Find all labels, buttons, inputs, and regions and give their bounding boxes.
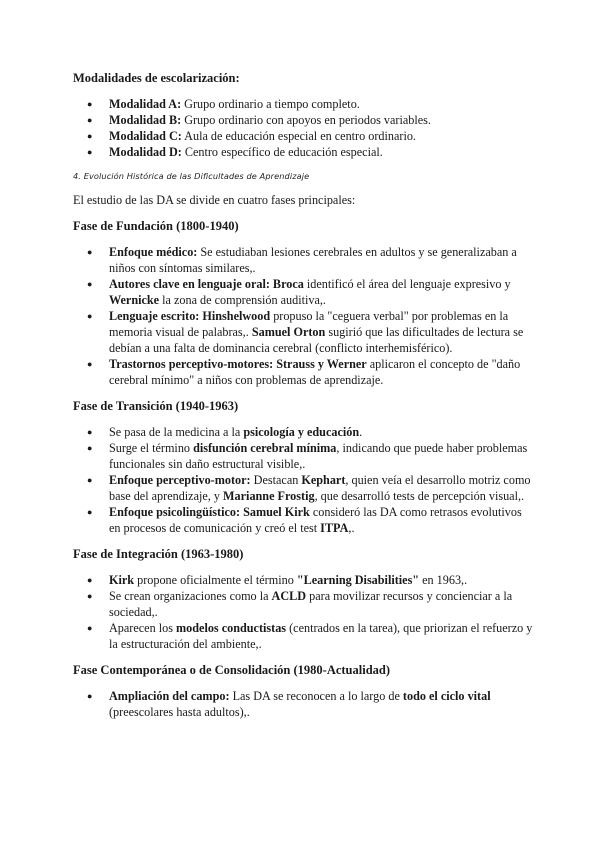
list-item: ● Autores clave en lenguaje oral: Broca identificó el área del lenguaje expresivo y Wernicke la zona de comprensión auditiva,. (73, 276, 533, 308)
list-item: ● Se crean organizaciones como la ACLD para movilizar recursos y concienciar a la sociedad,. (73, 588, 533, 620)
list-item: ● Ampliación del campo: Las DA se reconocen a lo largo de todo el ciclo vital (preescolares hasta adultos),. (73, 688, 533, 720)
transicion-list (73, 424, 533, 536)
list-item: ● Modalidad A: Grupo ordinario a tiempo completo. (73, 96, 533, 112)
document-body (73, 70, 533, 720)
list-item: ● Enfoque perceptivo-motor: Destacan Kephart, quien veía el desarrollo motriz como base del aprendizaje, y Marianne Frostig, que desarrolló tests de percepción visual,. (73, 472, 533, 504)
list-item: ● Enfoque médico: Se estudiaban lesiones cerebrales en adultos y se generalizaban a niños con síntomas similares,. (73, 244, 533, 276)
modalidades-heading: Modalidades de escolarización: (73, 71, 240, 85)
integracion-heading: Fase de Integración (1963-1980) (73, 547, 244, 561)
list-item: ● Kirk propone oficialmente el término "Learning Disabilities" en 1963,. (73, 572, 533, 588)
list-item: ● Modalidad B: Grupo ordinario con apoyos en periodos variables. (73, 112, 533, 128)
contemporanea-heading: Fase Contemporánea o de Consolidación (1980-Actualidad) (73, 663, 391, 677)
list-item: ● Modalidad D: Centro específico de educación especial. (73, 144, 533, 160)
section-intro: El estudio de las DA se divide en cuatro fases principales: (73, 193, 356, 207)
list-item: ● Se pasa de la medicina a la psicología y educación. (73, 424, 533, 440)
list-item: ● Modalidad C: Aula de educación especial en centro ordinario. (73, 128, 533, 144)
contemporanea-list (73, 688, 533, 720)
modalidades-list (73, 96, 533, 160)
list-item: ● Aparecen los modelos conductistas (centrados en la tarea), que priorizan el refuerzo y la estructuración del ambiente,. (73, 620, 533, 652)
integracion-list (73, 572, 533, 652)
transicion-heading: Fase de Transición (1940-1963) (73, 399, 239, 413)
list-item: ● Lenguaje escrito: Hinshelwood propuso la "ceguera verbal" por problemas en la memoria visual de palabras,. Samuel Orton sugirió que las dificultades de lectura se debían a una falta de dominancia cerebral (conflicto interhemisférico). (73, 308, 533, 356)
list-item: ● Surge el término disfunción cerebral mínima, indicando que puede haber problemas funcionales sin daño estructural visible,. (73, 440, 533, 472)
list-item: ● Enfoque psicolingüístico: Samuel Kirk consideró las DA como retrasos evolutivos en procesos de comunicación y creó el test ITPA,. (73, 504, 533, 536)
section-heading: 4. Evolución Histórica de las Dificultades de Aprendizaje (73, 171, 310, 181)
list-item: ● Trastornos perceptivo-motores: Strauss y Werner aplicaron el concepto de "daño cerebral mínimo" a niños con problemas de aprendizaje. (73, 356, 533, 388)
fundacion-list (73, 244, 533, 388)
fundacion-heading: Fase de Fundación (1800-1940) (73, 219, 239, 233)
